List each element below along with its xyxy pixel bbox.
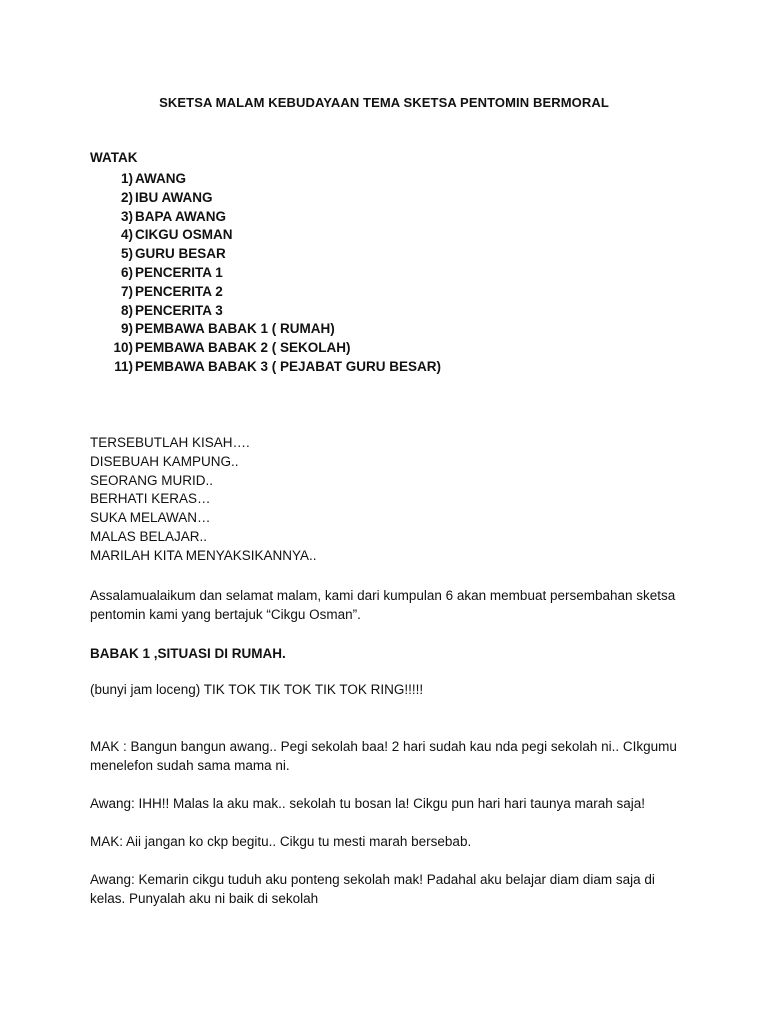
- narration-line: MARILAH KITA MENYAKSIKANNYA..: [90, 547, 317, 563]
- cast-item-name: PEMBAWA BABAK 1 ( RUMAH): [135, 321, 335, 337]
- narration-intro: [90, 434, 317, 566]
- cast-item: [90, 339, 441, 358]
- cast-item-number: 1): [120, 171, 133, 186]
- cast-item-name: PEMBAWA BABAK 3 ( PEJABAT GURU BESAR): [135, 358, 442, 374]
- greeting-paragraph: Assalamualaikum dan selamat malam, kami dari kumpulan 6 akan membuat persembahan sketsa pentomin kami yang bertajuk “Cikgu Osman”.: [90, 588, 676, 622]
- cast-item-number: 6): [120, 264, 133, 280]
- dialogue-line: MAK : Bangun bangun awang.. Pegi sekolah baa! 2 hari sudah kau nda pegi sekolah ni.. CIkgumu menelefon sudah sama mama ni.: [90, 739, 677, 773]
- cast-item: [90, 302, 441, 321]
- cast-item-name: AWANG: [135, 171, 187, 186]
- cast-item: [90, 283, 441, 302]
- cast-item-name: PENCERITA 1: [135, 264, 223, 280]
- document-title: SKETSA MALAM KEBUDAYAAN TEMA SKETSA PENTOMIN BERMORAL: [159, 95, 609, 110]
- cast-item-number: 10): [113, 340, 133, 356]
- cast-item-name: PENCERITA 2: [135, 283, 223, 299]
- dialogue-line: Awang: Kemarin cikgu tuduh aku ponteng sekolah mak! Padahal aku belajar diam diam saja di kelas. Punyalah aku ni baik di sekolah: [90, 872, 655, 906]
- cast-item-name: PEMBAWA BABAK 2 ( SEKOLAH): [135, 340, 351, 356]
- cast-item-number: 9): [120, 321, 133, 337]
- cast-item-number: 2): [120, 189, 133, 205]
- cast-item-number: 5): [120, 246, 133, 262]
- cast-item: [90, 320, 441, 339]
- narration-line: TERSEBUTLAH KISAH….: [90, 435, 250, 450]
- cast-item-name: GURU BESAR: [135, 246, 226, 262]
- cast-item-name: CIKGU OSMAN: [135, 227, 233, 243]
- cast-heading: WATAK: [90, 150, 138, 165]
- cast-item: [90, 264, 441, 283]
- narration-line: BERHATI KERAS…: [90, 491, 211, 507]
- dialogue-line: MAK: Aii jangan ko ckp begitu.. Cikgu tu mesti marah bersebab.: [90, 834, 472, 849]
- scene-heading: BABAK 1 ,SITUASI DI RUMAH.: [90, 646, 286, 661]
- cast-item: [90, 245, 441, 264]
- cast-item-name: PENCERITA 3: [135, 302, 223, 318]
- cast-item-name: BAPA AWANG: [135, 208, 226, 224]
- cast-item: [90, 208, 441, 227]
- cast-item: [90, 170, 441, 189]
- cast-item: [90, 358, 441, 377]
- cast-item-number: 8): [120, 302, 133, 318]
- narration-line: DISEBUAH KAMPUNG..: [90, 453, 239, 469]
- cast-item: [90, 189, 441, 208]
- cast-item-number: 7): [120, 283, 133, 299]
- cast-item-name: IBU AWANG: [135, 189, 213, 205]
- narration-line: SEORANG MURID..: [90, 472, 214, 488]
- narration-line: SUKA MELAWAN…: [90, 510, 211, 526]
- narration-line: MALAS BELAJAR..: [90, 528, 208, 544]
- cast-item-number: 3): [120, 208, 133, 224]
- sound-effect-line: (bunyi jam loceng) TIK TOK TIK TOK TIK TOK RING!!!!!: [90, 682, 424, 697]
- cast-item-number: 4): [120, 227, 133, 243]
- dialogue-line: Awang: IHH!! Malas la aku mak.. sekolah tu bosan la! Cikgu pun hari hari taunya marah saja!: [90, 796, 646, 811]
- cast-list: [90, 170, 441, 377]
- cast-item: [90, 226, 441, 245]
- cast-item-number: 11): [114, 358, 133, 374]
